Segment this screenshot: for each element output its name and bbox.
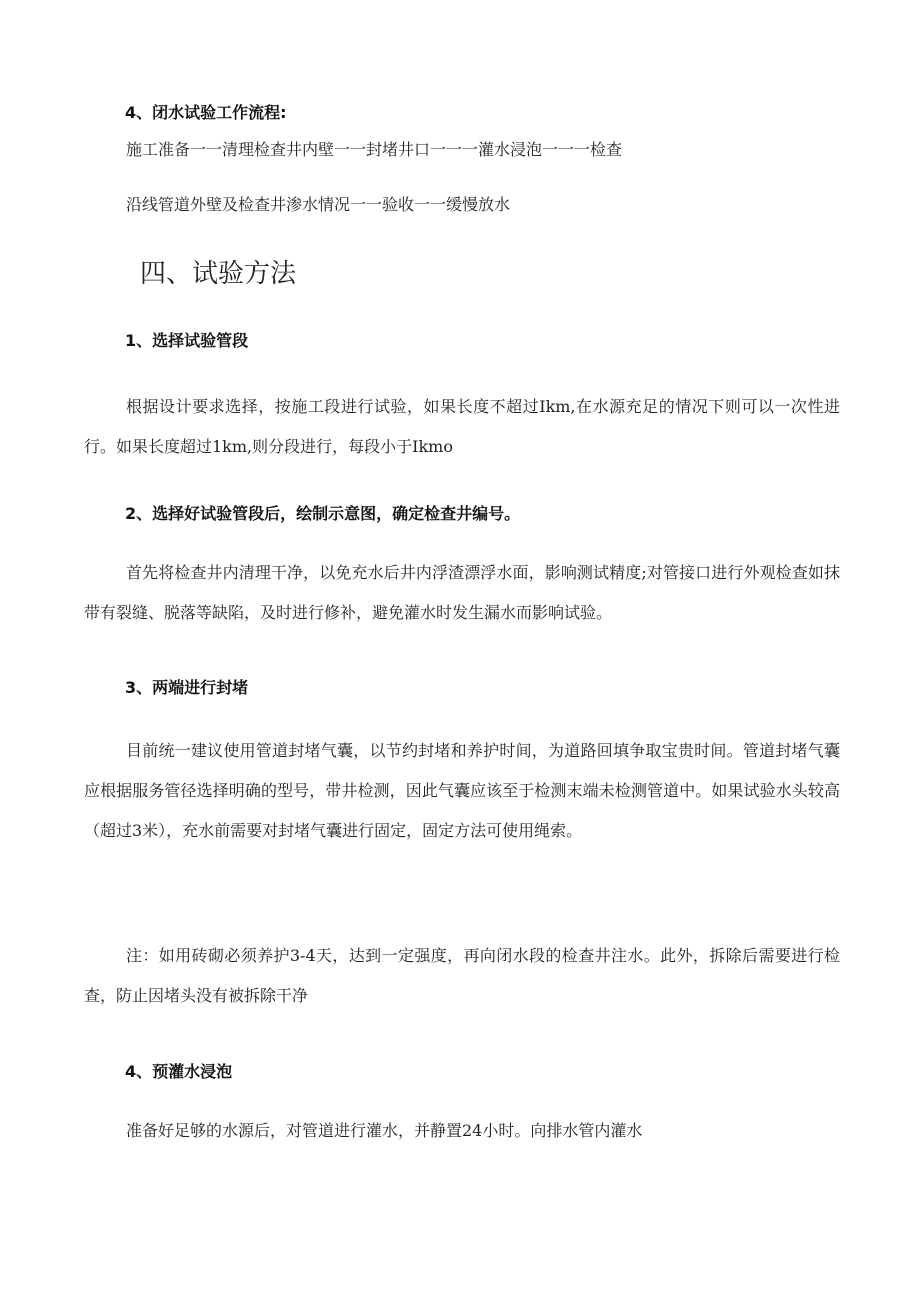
item-1-heading: 1、选择试验管段 (125, 331, 249, 350)
item-4-paragraph: 准备好足够的水源后，对管道进行灌水，并静置24小时。向排水管内灌水 (126, 1121, 643, 1140)
workflow-heading: 4、闭水试验工作流程: (125, 103, 287, 122)
item-2-paragraph: 首先将检查井内清理干净，以免充水后井内浮渣漂浮水面，影响测试精度;对管接口进行外观检查如抹带有裂缝、脱落等缺陷，及时进行修补，避免灌水时发生漏水而影响试验。 (84, 563, 840, 622)
item-4-heading: 4、预灌水浸泡 (125, 1062, 233, 1081)
item-3-paragraph: 目前统一建议使用管道封堵气囊，以节约封堵和养护时间，为道路回填争取宝贵时间。管道封堵气囊应根据服务管径选择明确的型号，带井检测，因此气囊应该至于检测末端未检测管道中。如果试验水头较高（超过3米），充水前需要对封堵气囊进行固定，固定方法可使用绳索。 (84, 741, 840, 840)
workflow-line-2: 沿线管道外壁及检查井渗水情况一一验收一一缓慢放水 (126, 195, 511, 214)
item-3-note: 注：如用砖砌必须养护3-4天，达到一定强度，再向闭水段的检查井注水。此外，拆除后需要进行检查，防止因堵头没有被拆除干净 (84, 946, 840, 1005)
section-title: 四、试验方法 (140, 259, 297, 289)
workflow-line-1: 施工准备一一清理检查井内壁一一封堵井口一一一灌水浸泡一一一检查 (126, 140, 623, 159)
item-3-heading: 3、两端进行封堵 (125, 678, 249, 697)
item-2-heading: 2、选择好试验管段后，绘制示意图，确定检查井编号。 (125, 504, 521, 523)
item-1-paragraph: 根据设计要求选择，按施工段进行试验，如果长度不超过Ikm,在水源充足的情况下则可以一次性进行。如果长度超过1km,则分段进行，每段小于Ikmo (84, 397, 840, 456)
